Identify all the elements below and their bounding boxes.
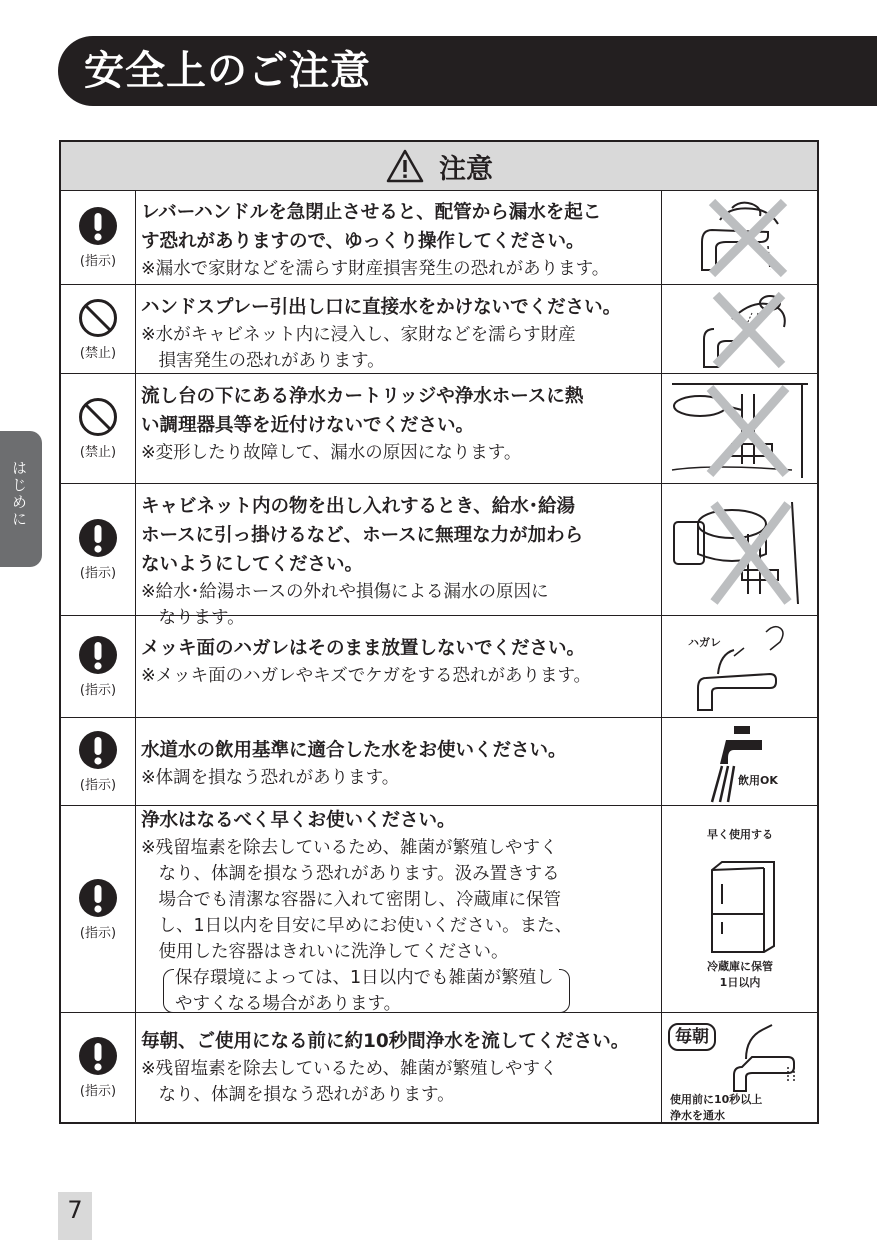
instruction-icon [78, 878, 118, 918]
prohibition-icon [78, 397, 118, 437]
icon-label: (指示) [79, 683, 117, 698]
caution-header-label: 注意 [439, 153, 493, 185]
illustration-caption: 飲用OK [738, 774, 778, 787]
caution-row [61, 190, 817, 285]
icon-label: (指示) [79, 566, 117, 581]
page-number: 7 [67, 1196, 83, 1224]
icon-label: (指示) [79, 253, 117, 269]
caution-main-text: キャビネット内の物を出し入れするとき、給水･給湯 ホースに引っ掛けるなど、ホースに無理な力が加わら ないようにしてください。 [141, 496, 584, 575]
caution-row [61, 484, 817, 628]
caution-note-text: ※残留塩素を除去しているため、雑菌が繁殖しやすく なり、体調を損なう恐れがあります。 [141, 1059, 558, 1105]
caution-row [61, 1013, 817, 1122]
caution-note-text: ※残留塩素を除去しているため、雑菌が繁殖しやすく なり、体調を損なう恐れがあります。汲み置きする 場合でも清潔な容器に入れて密閉し、冷蔵庫に保管 し、1日以内を目安に早めにお使いください。また、 使用した容器はきれいに洗浄してください。 [141, 838, 573, 962]
icon-label: (禁止) [79, 345, 117, 361]
caution-main-text: メッキ面のハガレはそのまま放置しないでください。 [141, 638, 586, 659]
section-tab-label: はじめに [10, 460, 28, 528]
caution-row [61, 616, 817, 718]
caution-main-text: ハンドスプレー引出し口に直接水をかけないでください。 [141, 297, 622, 318]
caution-main-text: 水道水の飲用基準に適合した水をお使いください。 [141, 740, 567, 761]
icon-label: (指示) [79, 778, 117, 793]
page-title: 安全上のご注意 [84, 48, 371, 94]
illustration-caption-top: 早く使用する [707, 828, 773, 841]
hand-spray-illustration [661, 285, 818, 373]
caution-table [59, 140, 819, 1124]
instruction-icon [78, 518, 118, 558]
illustration-caption: 使用前に10秒以上 浄水を通水 [670, 1093, 763, 1122]
caution-row [61, 718, 817, 806]
caution-row [61, 806, 817, 1013]
icon-label: (禁止) [79, 445, 117, 460]
cabinet-hose-illustration [661, 484, 818, 615]
instruction-icon [78, 730, 118, 770]
caution-note-text: ※給水･給湯ホースの外れや損傷による漏水の原因に なります。 [141, 582, 549, 628]
hot-pot-illustration [661, 374, 818, 483]
refrigerator-illustration [661, 806, 818, 1012]
instruction-icon [78, 635, 118, 675]
caution-row [61, 285, 817, 374]
faucet-lever-illustration [661, 190, 818, 284]
caution-note-text: ※水がキャビネット内に浸入し、家財などを濡らす財産 損害発生の恐れがあります。 [141, 325, 576, 371]
icon-label: (指示) [79, 1084, 117, 1099]
warning-triangle-icon [385, 148, 425, 184]
caution-row [61, 374, 817, 484]
every-morning-badge: 毎朝 [668, 1023, 716, 1051]
caution-note-text: ※漏水で家財などを濡らす財産損害発生の恐れがあります。 [141, 259, 610, 279]
caution-note-text: ※変形したり故障して、漏水の原因になります。 [141, 443, 522, 463]
caution-main-text: 毎朝、ご使用になる前に約10秒間浄水を流してください。 [141, 1031, 630, 1052]
prohibition-icon [78, 298, 118, 338]
caution-main-text: 流し台の下にある浄水カートリッジや浄水ホースに熱 い調理器具等を近付けないでください。 [141, 386, 584, 436]
plating-peel-illustration [661, 616, 818, 717]
instruction-icon [78, 206, 118, 246]
instruction-icon [78, 1036, 118, 1076]
morning-flush-illustration [661, 1013, 818, 1122]
caution-note-text: ※体調を損なう恐れがあります。 [141, 768, 400, 788]
caution-header [61, 142, 817, 191]
illustration-caption-bottom: 冷蔵庫に保管 1日以内 [707, 960, 773, 989]
caution-paren-note: 保存環境によっては、1日以内でも雑菌が繁殖し やすくなる場合があります。 [165, 965, 564, 1017]
icon-label: (指示) [79, 925, 117, 941]
tap-water-illustration [661, 718, 818, 805]
caution-note-text: ※メッキ面のハガレやキズでケガをする恐れがあります。 [141, 666, 592, 686]
caution-main-text: 浄水はなるべく早くお使いください。 [141, 810, 456, 831]
caution-main-text: レバーハンドルを急閉止させると、配管から漏水を起こ す恐れがありますので、ゆっくり操作してください。 [141, 202, 602, 252]
illustration-caption: ハガレ [688, 636, 721, 649]
